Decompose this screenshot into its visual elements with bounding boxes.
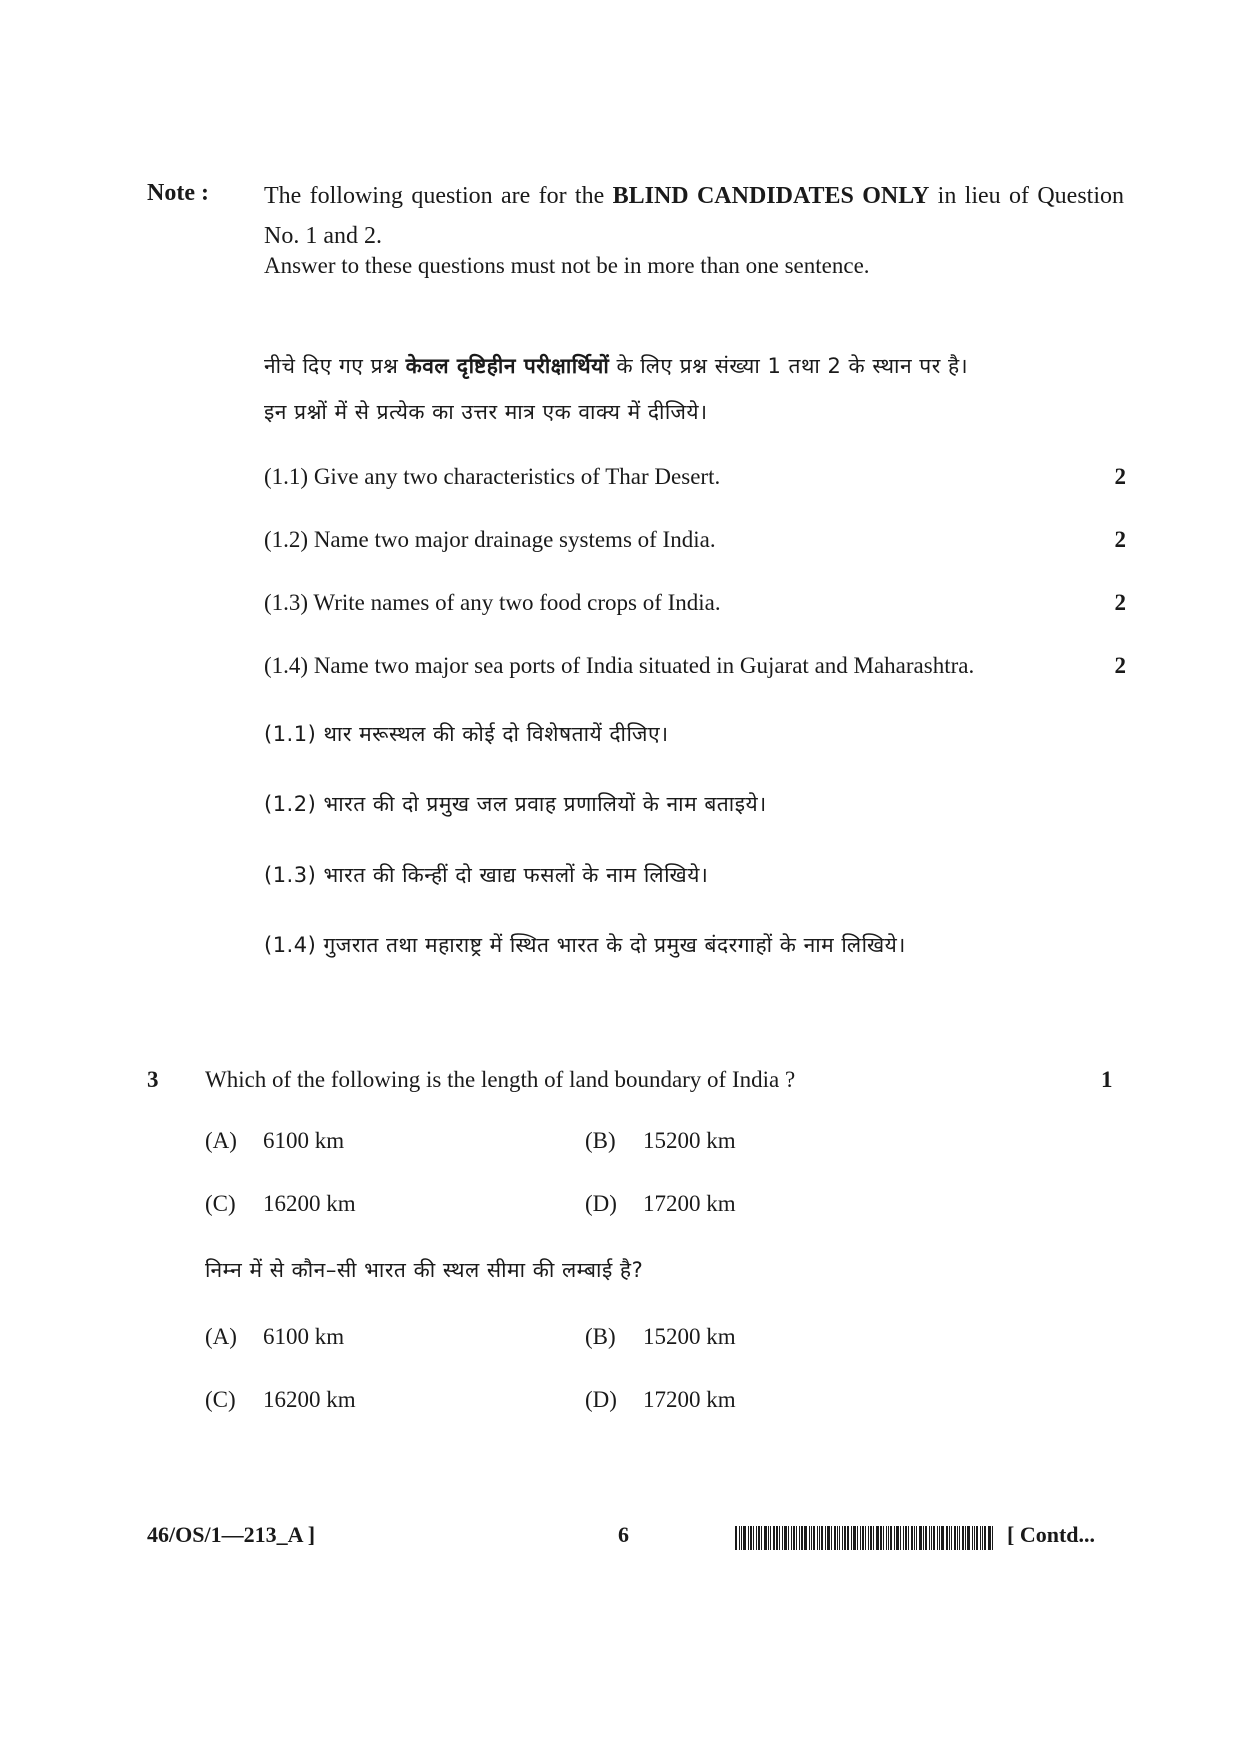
barcode-bar bbox=[817, 1526, 818, 1550]
barcode-bar bbox=[739, 1526, 740, 1550]
option-value: 6100 km bbox=[263, 1324, 345, 1349]
note-text bbox=[264, 176, 1124, 256]
barcode-bar bbox=[779, 1526, 780, 1550]
barcode-bar bbox=[748, 1526, 749, 1550]
barcode-bar bbox=[821, 1526, 823, 1550]
barcode-bar bbox=[811, 1526, 812, 1550]
option-label: (B) bbox=[585, 1128, 616, 1153]
hindi-note-pre: नीचे दिए गए प्रश्न bbox=[264, 354, 406, 378]
barcode-bar bbox=[962, 1526, 964, 1550]
blind-question bbox=[264, 653, 1126, 679]
barcode-bar bbox=[941, 1526, 944, 1550]
barcode-bar bbox=[967, 1526, 970, 1550]
barcode-bar bbox=[756, 1526, 757, 1550]
barcode-bar bbox=[908, 1526, 909, 1550]
paper-code: 46/OS/1—213_A ] bbox=[147, 1522, 316, 1547]
blind-question-text: (1.1) Give any two characteristics of Thar Desert. bbox=[264, 464, 721, 489]
barcode-bar bbox=[865, 1526, 866, 1550]
barcode-bar bbox=[857, 1526, 858, 1550]
barcode-bar bbox=[847, 1526, 849, 1550]
barcode-bar bbox=[870, 1526, 872, 1550]
barcode-bar bbox=[827, 1526, 830, 1550]
barcode-bar bbox=[862, 1526, 864, 1550]
option-a-hindi bbox=[205, 1324, 344, 1350]
barcode-bar bbox=[976, 1526, 978, 1550]
barcode-bar bbox=[965, 1526, 966, 1550]
option-c bbox=[205, 1191, 356, 1217]
question-text-hindi: निम्न में से कौन–सी भारत की स्थल सीमा की लम्बाई है? bbox=[205, 1258, 644, 1282]
option-value: 16200 km bbox=[263, 1191, 356, 1216]
option-value: 15200 km bbox=[643, 1128, 736, 1153]
barcode-bar bbox=[900, 1526, 901, 1550]
barcode-bar bbox=[773, 1526, 775, 1550]
option-c-hindi bbox=[205, 1387, 356, 1413]
blind-question-hindi: (1.2) भारत की दो प्रमुख जल प्रवाह प्रणालियों के नाम बताइये। bbox=[264, 792, 767, 816]
blind-question-text: (1.3) Write names of any two food crops of India. bbox=[264, 590, 721, 615]
barcode-bar bbox=[959, 1526, 960, 1550]
barcode-bar bbox=[796, 1526, 797, 1550]
option-label: (B) bbox=[585, 1324, 616, 1349]
blind-question bbox=[264, 527, 1126, 553]
barcode-bar bbox=[886, 1526, 887, 1550]
barcode-bar bbox=[853, 1526, 856, 1550]
barcode-bar bbox=[957, 1526, 958, 1550]
barcode-bar bbox=[946, 1526, 948, 1550]
barcode-bar bbox=[788, 1526, 789, 1550]
barcode-bar bbox=[743, 1526, 746, 1550]
option-label: (A) bbox=[205, 1324, 237, 1349]
barcode-bar bbox=[735, 1526, 737, 1550]
barcode-bar bbox=[825, 1526, 826, 1550]
question-number: 3 bbox=[147, 1067, 159, 1092]
barcode-bar bbox=[809, 1526, 810, 1550]
hindi-note-post: के लिए प्रश्न संख्या 1 तथा 2 के स्थान पर है। bbox=[609, 354, 969, 378]
option-label: (A) bbox=[205, 1128, 237, 1153]
blind-question bbox=[264, 464, 1126, 490]
barcode-bar bbox=[837, 1526, 838, 1550]
barcode-bar bbox=[949, 1526, 950, 1550]
blind-question-marks: 2 bbox=[1114, 590, 1126, 615]
barcode-bar bbox=[784, 1526, 787, 1550]
blind-question-marks: 2 bbox=[1114, 653, 1126, 678]
option-b bbox=[585, 1128, 736, 1154]
barcode-bar bbox=[842, 1526, 843, 1550]
barcode-bar bbox=[992, 1526, 993, 1550]
option-b-hindi bbox=[585, 1324, 736, 1350]
option-d-hindi bbox=[585, 1387, 736, 1413]
barcode-bar bbox=[770, 1526, 771, 1550]
hindi-note-line1 bbox=[264, 352, 1124, 380]
barcode-bar bbox=[980, 1526, 981, 1550]
barcode-bar bbox=[972, 1526, 973, 1550]
barcode bbox=[735, 1526, 997, 1550]
option-value: 15200 km bbox=[643, 1324, 736, 1349]
barcode-bar bbox=[844, 1526, 846, 1550]
option-d bbox=[585, 1191, 736, 1217]
barcode-bar bbox=[764, 1526, 767, 1550]
page-number: 6 bbox=[618, 1522, 629, 1547]
barcode-bar bbox=[834, 1526, 836, 1550]
blind-question-hindi: (1.1) थार मरूस्थल की कोई दो विशेषतायें दीजिए। bbox=[264, 722, 669, 746]
option-value: 16200 km bbox=[263, 1387, 356, 1412]
barcode-bar bbox=[933, 1526, 935, 1550]
barcode-bar bbox=[905, 1526, 907, 1550]
option-label: (D) bbox=[585, 1387, 617, 1412]
blind-question bbox=[264, 590, 1126, 616]
option-value: 17200 km bbox=[643, 1387, 736, 1412]
note-text-bold: BLIND CANDIDATES ONLY bbox=[612, 183, 930, 209]
barcode-bar bbox=[791, 1526, 792, 1550]
barcode-bar bbox=[931, 1526, 932, 1550]
option-label: (C) bbox=[205, 1387, 236, 1412]
barcode-bar bbox=[911, 1526, 913, 1550]
barcode-bar bbox=[919, 1526, 922, 1550]
barcode-bar bbox=[758, 1526, 760, 1550]
option-label: (C) bbox=[205, 1191, 236, 1216]
answer-instruction: Answer to these questions must not be in more than one sentence. bbox=[264, 253, 870, 278]
barcode-bar bbox=[804, 1526, 807, 1550]
barcode-bar bbox=[974, 1526, 975, 1550]
barcode-bar bbox=[768, 1526, 769, 1550]
option-value: 6100 km bbox=[263, 1128, 345, 1153]
barcode-bar bbox=[801, 1526, 803, 1550]
option-label: (D) bbox=[585, 1191, 617, 1216]
barcode-bar bbox=[937, 1526, 938, 1550]
blind-question-marks: 2 bbox=[1114, 464, 1126, 489]
barcode-bar bbox=[876, 1526, 879, 1550]
barcode-bar bbox=[894, 1526, 895, 1550]
blind-question-text: (1.2) Name two major drainage systems of India. bbox=[264, 527, 716, 552]
question-text: Which of the following is the length of land boundary of India ? bbox=[205, 1067, 796, 1092]
barcode-bar bbox=[813, 1526, 815, 1550]
barcode-bar bbox=[793, 1526, 795, 1550]
barcode-bar bbox=[984, 1526, 986, 1550]
barcode-bar bbox=[888, 1526, 889, 1550]
option-value: 17200 km bbox=[643, 1191, 736, 1216]
note-text-post: in lieu of Question No. 1 and 2. bbox=[264, 183, 1124, 249]
barcode-bar bbox=[896, 1526, 899, 1550]
barcode-bar bbox=[753, 1526, 754, 1550]
hindi-note-bold: केवल दृष्टिहीन परीक्षार्थियों bbox=[405, 354, 610, 378]
note-label: Note : bbox=[147, 180, 209, 206]
blind-question-marks: 2 bbox=[1114, 527, 1126, 552]
blind-question-text: (1.4) Name two major sea ports of India situated in Gujarat and Maharashtra. bbox=[264, 653, 975, 678]
note-text-pre: The following question are for the bbox=[264, 183, 613, 209]
option-a bbox=[205, 1128, 344, 1154]
barcode-bar bbox=[831, 1526, 832, 1550]
question-marks: 1 bbox=[1101, 1067, 1113, 1092]
barcode-bar bbox=[750, 1526, 752, 1550]
barcode-bar bbox=[883, 1526, 884, 1550]
barcode-bar bbox=[954, 1526, 956, 1550]
barcode-bar bbox=[903, 1526, 904, 1550]
barcode-bar bbox=[839, 1526, 840, 1550]
barcode-bar bbox=[761, 1526, 762, 1550]
blind-question-hindi: (1.3) भारत की किन्हीं दो खाद्य फसलों के नाम लिखिये। bbox=[264, 863, 709, 887]
barcode-bar bbox=[860, 1526, 861, 1550]
barcode-bar bbox=[914, 1526, 915, 1550]
barcode-bar bbox=[851, 1526, 852, 1550]
barcode-bar bbox=[799, 1526, 800, 1550]
barcode-bar bbox=[868, 1526, 869, 1550]
barcode-bar bbox=[782, 1526, 783, 1550]
hindi-note-line2: इन प्रश्नों में से प्रत्येक का उत्तर मात्र एक वाक्य में दीजिये। bbox=[264, 400, 708, 424]
barcode-bar bbox=[741, 1526, 742, 1550]
barcode-bar bbox=[929, 1526, 930, 1550]
barcode-bar bbox=[988, 1526, 991, 1550]
barcode-bar bbox=[776, 1526, 778, 1550]
barcode-bar bbox=[880, 1526, 882, 1550]
barcode-bar bbox=[982, 1526, 983, 1550]
contd-label: [ Contd... bbox=[1007, 1522, 1096, 1547]
barcode-bar bbox=[916, 1526, 917, 1550]
barcode-bar bbox=[925, 1526, 927, 1550]
barcode-bar bbox=[923, 1526, 924, 1550]
barcode-bar bbox=[951, 1526, 952, 1550]
blind-question-hindi: (1.4) गुजरात तथा महाराष्ट्र में स्थित भारत के दो प्रमुख बंदरगाहों के नाम लिखिये। bbox=[264, 933, 906, 957]
barcode-bar bbox=[890, 1526, 892, 1550]
barcode-bar bbox=[939, 1526, 940, 1550]
barcode-bar bbox=[819, 1526, 820, 1550]
barcode-bar bbox=[873, 1526, 874, 1550]
